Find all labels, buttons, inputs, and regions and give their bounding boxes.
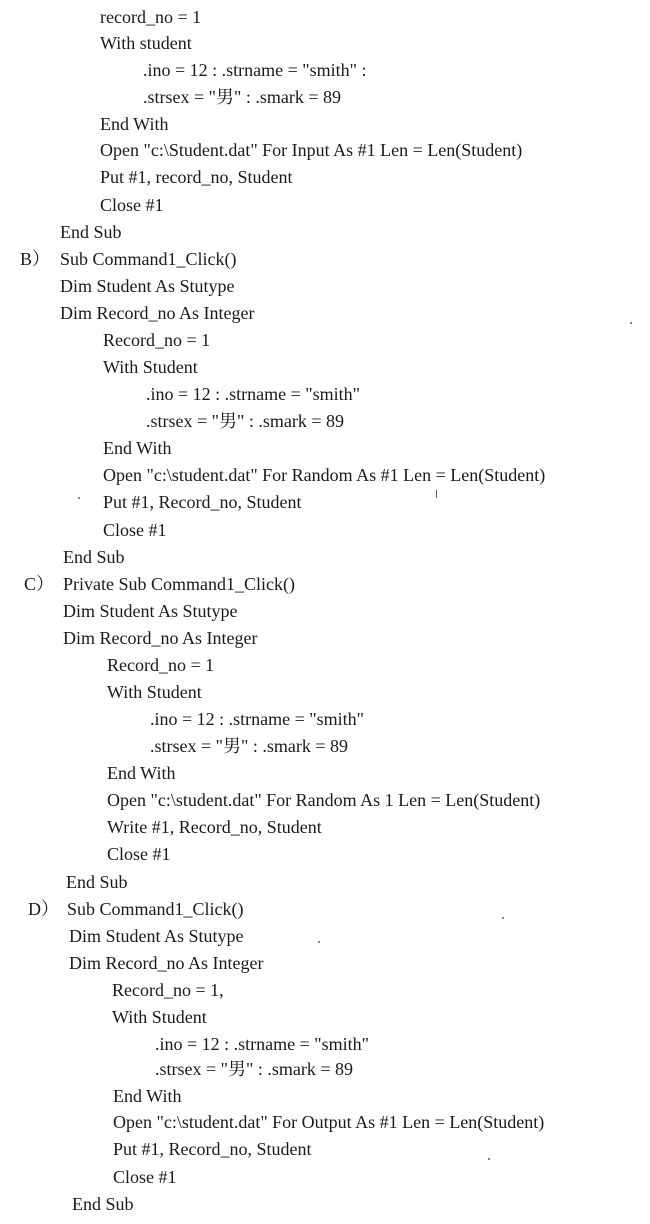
code-line: Private Sub Command1_Click()	[63, 574, 295, 594]
scan-speck	[436, 490, 437, 498]
code-line: .ino = 12 : .strname = "smith"	[155, 1034, 369, 1054]
code-line: Dim Student As Stutype	[63, 601, 238, 621]
code-line: Dim Student As Stutype	[60, 276, 235, 296]
code-line: .ino = 12 : .strname = "smith"	[146, 384, 360, 404]
option-label: B）	[20, 249, 51, 269]
code-line: Open "c:\student.dat" For Output As #1 Len = Len(Student)	[113, 1112, 545, 1132]
code-line: Close #1	[113, 1167, 177, 1187]
code-line: Dim Student As Stutype	[69, 926, 244, 946]
code-line: End Sub	[66, 872, 128, 892]
code-line: Put #1, Record_no, Student	[103, 492, 302, 512]
code-line: End Sub	[60, 222, 122, 242]
code-line: Dim Record_no As Integer	[63, 628, 258, 648]
code-line: .ino = 12 : .strname = "smith"	[150, 709, 364, 729]
code-line: With student	[100, 33, 192, 53]
code-line: .strsex = "男" : .smark = 89	[143, 87, 341, 107]
code-line: End With	[113, 1086, 182, 1106]
code-line: Dim Record_no As Integer	[69, 953, 264, 973]
code-line: Record_no = 1	[103, 330, 211, 350]
scan-speck	[630, 322, 632, 324]
scan-speck	[502, 917, 504, 919]
code-line: Sub Command1_Click()	[67, 899, 244, 919]
code-line: End With	[107, 763, 176, 783]
code-line: Close #1	[103, 520, 167, 540]
code-line: With Student	[103, 357, 198, 377]
code-line: Open "c:\student.dat" For Random As #1 Len = Len(Student)	[103, 465, 546, 485]
code-line: Open "c:\Student.dat" For Input As #1 Len = Len(Student)	[100, 140, 523, 160]
code-line: Put #1, Record_no, Student	[113, 1139, 312, 1159]
code-line: Close #1	[107, 844, 171, 864]
scan-speck	[318, 941, 320, 943]
code-line: .strsex = "男" : .smark = 89	[150, 736, 348, 756]
code-line: End With	[100, 114, 169, 134]
code-line: Close #1	[100, 195, 164, 215]
code-line: With Student	[107, 682, 202, 702]
code-line: Sub Command1_Click()	[60, 249, 237, 269]
code-line: End Sub	[63, 547, 125, 567]
code-line: .strsex = "男" : .smark = 89	[146, 411, 344, 431]
code-line: With Student	[112, 1007, 207, 1027]
scan-speck	[488, 1158, 490, 1160]
option-label: C）	[24, 574, 55, 594]
option-label: D）	[28, 899, 59, 919]
code-line: End Sub	[72, 1194, 134, 1214]
code-line: .strsex = "男" : .smark = 89	[155, 1059, 353, 1079]
code-line: End With	[103, 438, 172, 458]
code-line: record_no = 1	[100, 7, 202, 27]
code-line: Dim Record_no As Integer	[60, 303, 255, 323]
scan-speck	[78, 497, 80, 499]
code-line: Write #1, Record_no, Student	[107, 817, 322, 837]
code-line: Put #1, record_no, Student	[100, 167, 293, 187]
code-line: .ino = 12 : .strname = "smith" :	[143, 60, 367, 80]
code-line: Record_no = 1,	[112, 980, 224, 1000]
code-line: Record_no = 1	[107, 655, 215, 675]
code-line: Open "c:\student.dat" For Random As 1 Len = Len(Student)	[107, 790, 541, 810]
